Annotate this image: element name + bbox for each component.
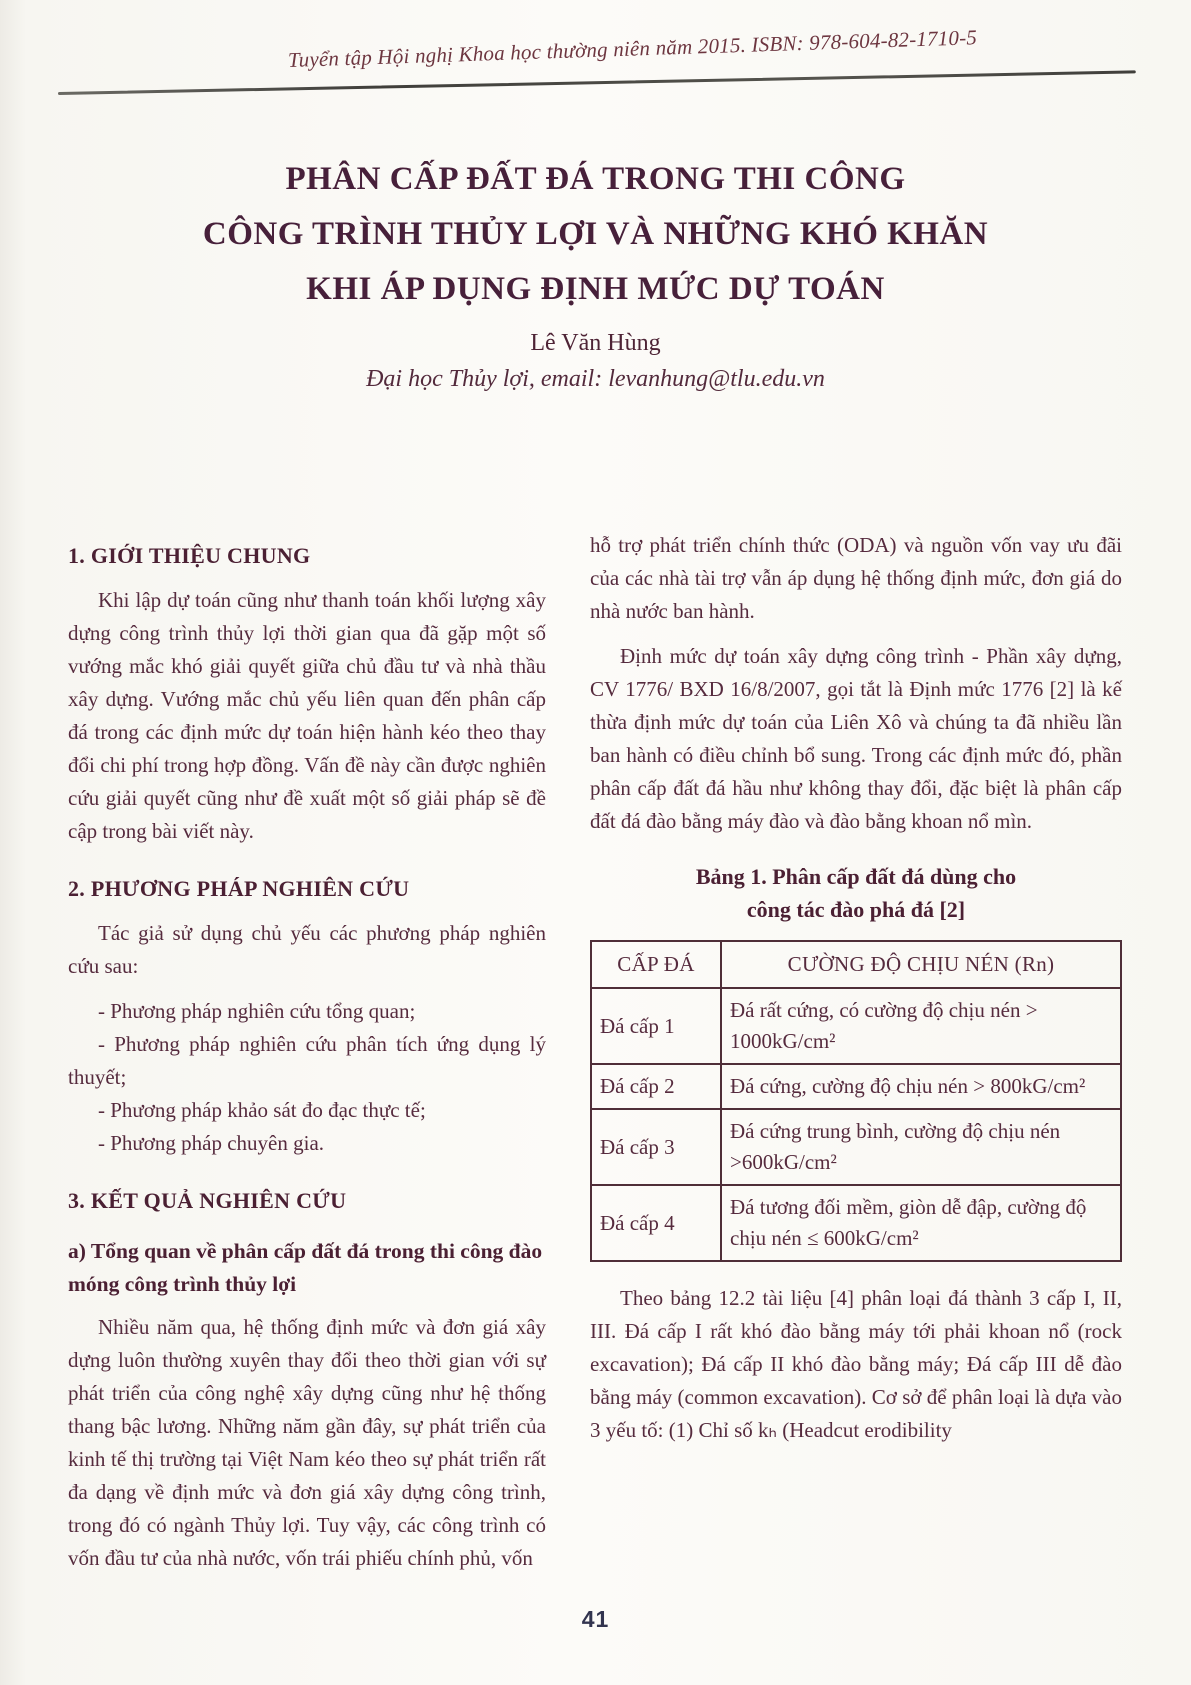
method-bullet-2: - Phương pháp nghiên cứu phân tích ứng dụng lý thuyết; bbox=[68, 1032, 546, 1089]
desc-cell: Đá rất cứng, có cường độ chịu nén > 1000kG/cm² bbox=[721, 988, 1121, 1064]
desc-cell: Đá cứng, cường độ chịu nén > 800kG/cm² bbox=[721, 1064, 1121, 1109]
table-row bbox=[591, 1064, 1121, 1109]
title-line-3: KHI ÁP DỤNG ĐỊNH MỨC DỰ TOÁN bbox=[306, 271, 885, 307]
title-line-2: CÔNG TRÌNH THỦY LỢI VÀ NHỮNG KHÓ KHĂN bbox=[202, 216, 989, 252]
section-1-paragraph: Khi lập dự toán cũng như thanh toán khối lượng xây dựng công trình thủy lợi thời gian qua đã gặp một số vướng mắc khó giải quyết giữa chủ đầu tư và nhà thầu xây dựng. Vướng mắc chủ yếu liên quan đến phân cấp đá trong các định mức dự toán hiện hành kéo theo thay đổi chi phí trong hợp đồng. Vấn đề này cần được nghiên cứu giải quyết cũng như đề xuất một số giải pháp sẽ đề cập trong bài viết này. bbox=[68, 588, 546, 843]
author-affiliation: Đại học Thủy lợi, email: levanhung@tlu.edu.vn bbox=[366, 366, 825, 392]
table-header-grade: CẤP ĐÁ bbox=[591, 941, 721, 988]
rock-grade-table bbox=[590, 940, 1122, 1262]
journal-header: Tuyển tập Hội nghị Khoa học thường niên năm 2015. ISBN: 978-604-82-1710-5 bbox=[287, 25, 978, 72]
table-caption bbox=[590, 860, 1122, 926]
right-paragraph-2: Định mức dự toán xây dựng công trình - Phần xây dựng, CV 1776/ BXD 16/8/2007, gọi tắt là Định mức 1776 [2] là kế thừa định mức dự toán của Liên Xô và chúng ta đã nhiều lần ban hành có điều chỉnh bổ sung. Trong các định mức đó, phần phân cấp đất đá hầu như không thay đổi, đặc biệt là phân cấp đất đá đào bằng máy đào và đào bằng khoan nổ mìn. bbox=[590, 644, 1122, 833]
page-number: 41 bbox=[581, 1606, 610, 1632]
left-column bbox=[68, 505, 546, 1575]
title-line-1: PHÂN CẤP ĐẤT ĐÁ TRONG THI CÔNG bbox=[285, 161, 906, 197]
grade-cell: Đá cấp 4 bbox=[591, 1185, 721, 1261]
desc-cell: Đá tương đối mềm, giòn dễ đập, cường độ chịu nén ≤ 600kG/cm² bbox=[721, 1185, 1121, 1261]
grade-cell: Đá cấp 3 bbox=[591, 1109, 721, 1185]
section-3-paragraph: Nhiều năm qua, hệ thống định mức và đơn giá xây dựng luôn thường xuyên thay đổi theo thời gian với sự phát triển của công nghệ xây dựng cũng như hệ thống thang bậc lương. Những năm gần đây, sự phát triển của kinh tế thị trường tại Việt Nam kéo theo sự phát triển rất đa dạng về định mức và đơn giá xây dựng công trình, trong đó có ngành Thủy lợi. Tuy vậy, các công trình có vốn đầu tư của nhà nước, vốn trái phiếu chính phủ, vốn bbox=[68, 1315, 546, 1570]
section-1-heading: 1. GIỚI THIỆU CHUNG bbox=[68, 543, 311, 568]
right-column bbox=[590, 505, 1122, 1459]
section-3-heading: 3. KẾT QUẢ NGHIÊN CỨU bbox=[68, 1188, 347, 1213]
table-row bbox=[591, 1185, 1121, 1261]
table-header-row bbox=[591, 941, 1121, 988]
page-title bbox=[0, 152, 1191, 317]
header-rule bbox=[58, 70, 1136, 95]
desc-cell: Đá cứng trung bình, cường độ chịu nén >600kG/cm² bbox=[721, 1109, 1121, 1185]
table-row bbox=[591, 1109, 1121, 1185]
section-2-heading: 2. PHƯƠNG PHÁP NGHIÊN CỨU bbox=[68, 876, 410, 901]
grade-cell: Đá cấp 2 bbox=[591, 1064, 721, 1109]
grade-cell: Đá cấp 1 bbox=[591, 988, 721, 1064]
table-caption-line-2: công tác đào phá đá [2] bbox=[746, 897, 966, 922]
method-bullet-1: - Phương pháp nghiên cứu tổng quan; bbox=[98, 999, 416, 1023]
author-name: Lê Văn Hùng bbox=[530, 330, 661, 356]
method-bullet-4: - Phương pháp chuyên gia. bbox=[98, 1131, 325, 1155]
table-caption-line-1: Bảng 1. Phân cấp đất đá dùng cho bbox=[695, 864, 1017, 889]
table-header-strength: CƯỜNG ĐỘ CHỊU NÉN (Rn) bbox=[721, 941, 1121, 988]
two-column-body bbox=[68, 505, 1122, 1575]
right-paragraph-3: Theo bảng 12.2 tài liệu [4] phân loại đá thành 3 cấp I, II, III. Đá cấp I rất khó đào bằng máy tới phải khoan nổ (rock excavation); Đá cấp II khó đào bằng máy; Đá cấp III dễ đào bằng máy (common excavation). Cơ sở để phân loại là dựa vào 3 yếu tố: (1) Chỉ số kₕ (Headcut erodibility bbox=[590, 1286, 1122, 1442]
section-2-intro: Tác giả sử dụng chủ yếu các phương pháp nghiên cứu sau: bbox=[68, 921, 546, 978]
method-bullet-3: - Phương pháp khảo sát đo đạc thực tế; bbox=[98, 1098, 426, 1122]
right-paragraph-1: hỗ trợ phát triển chính thức (ODA) và nguồn vốn vay ưu đãi của các nhà tài trợ vẫn áp dụng hệ thống định mức, đơn giá do nhà nước ban hành. bbox=[590, 533, 1122, 623]
table-row bbox=[591, 988, 1121, 1064]
section-3a-subheading: a) Tổng quan về phân cấp đất đá trong thi công đào móng công trình thủy lợi bbox=[68, 1239, 543, 1296]
